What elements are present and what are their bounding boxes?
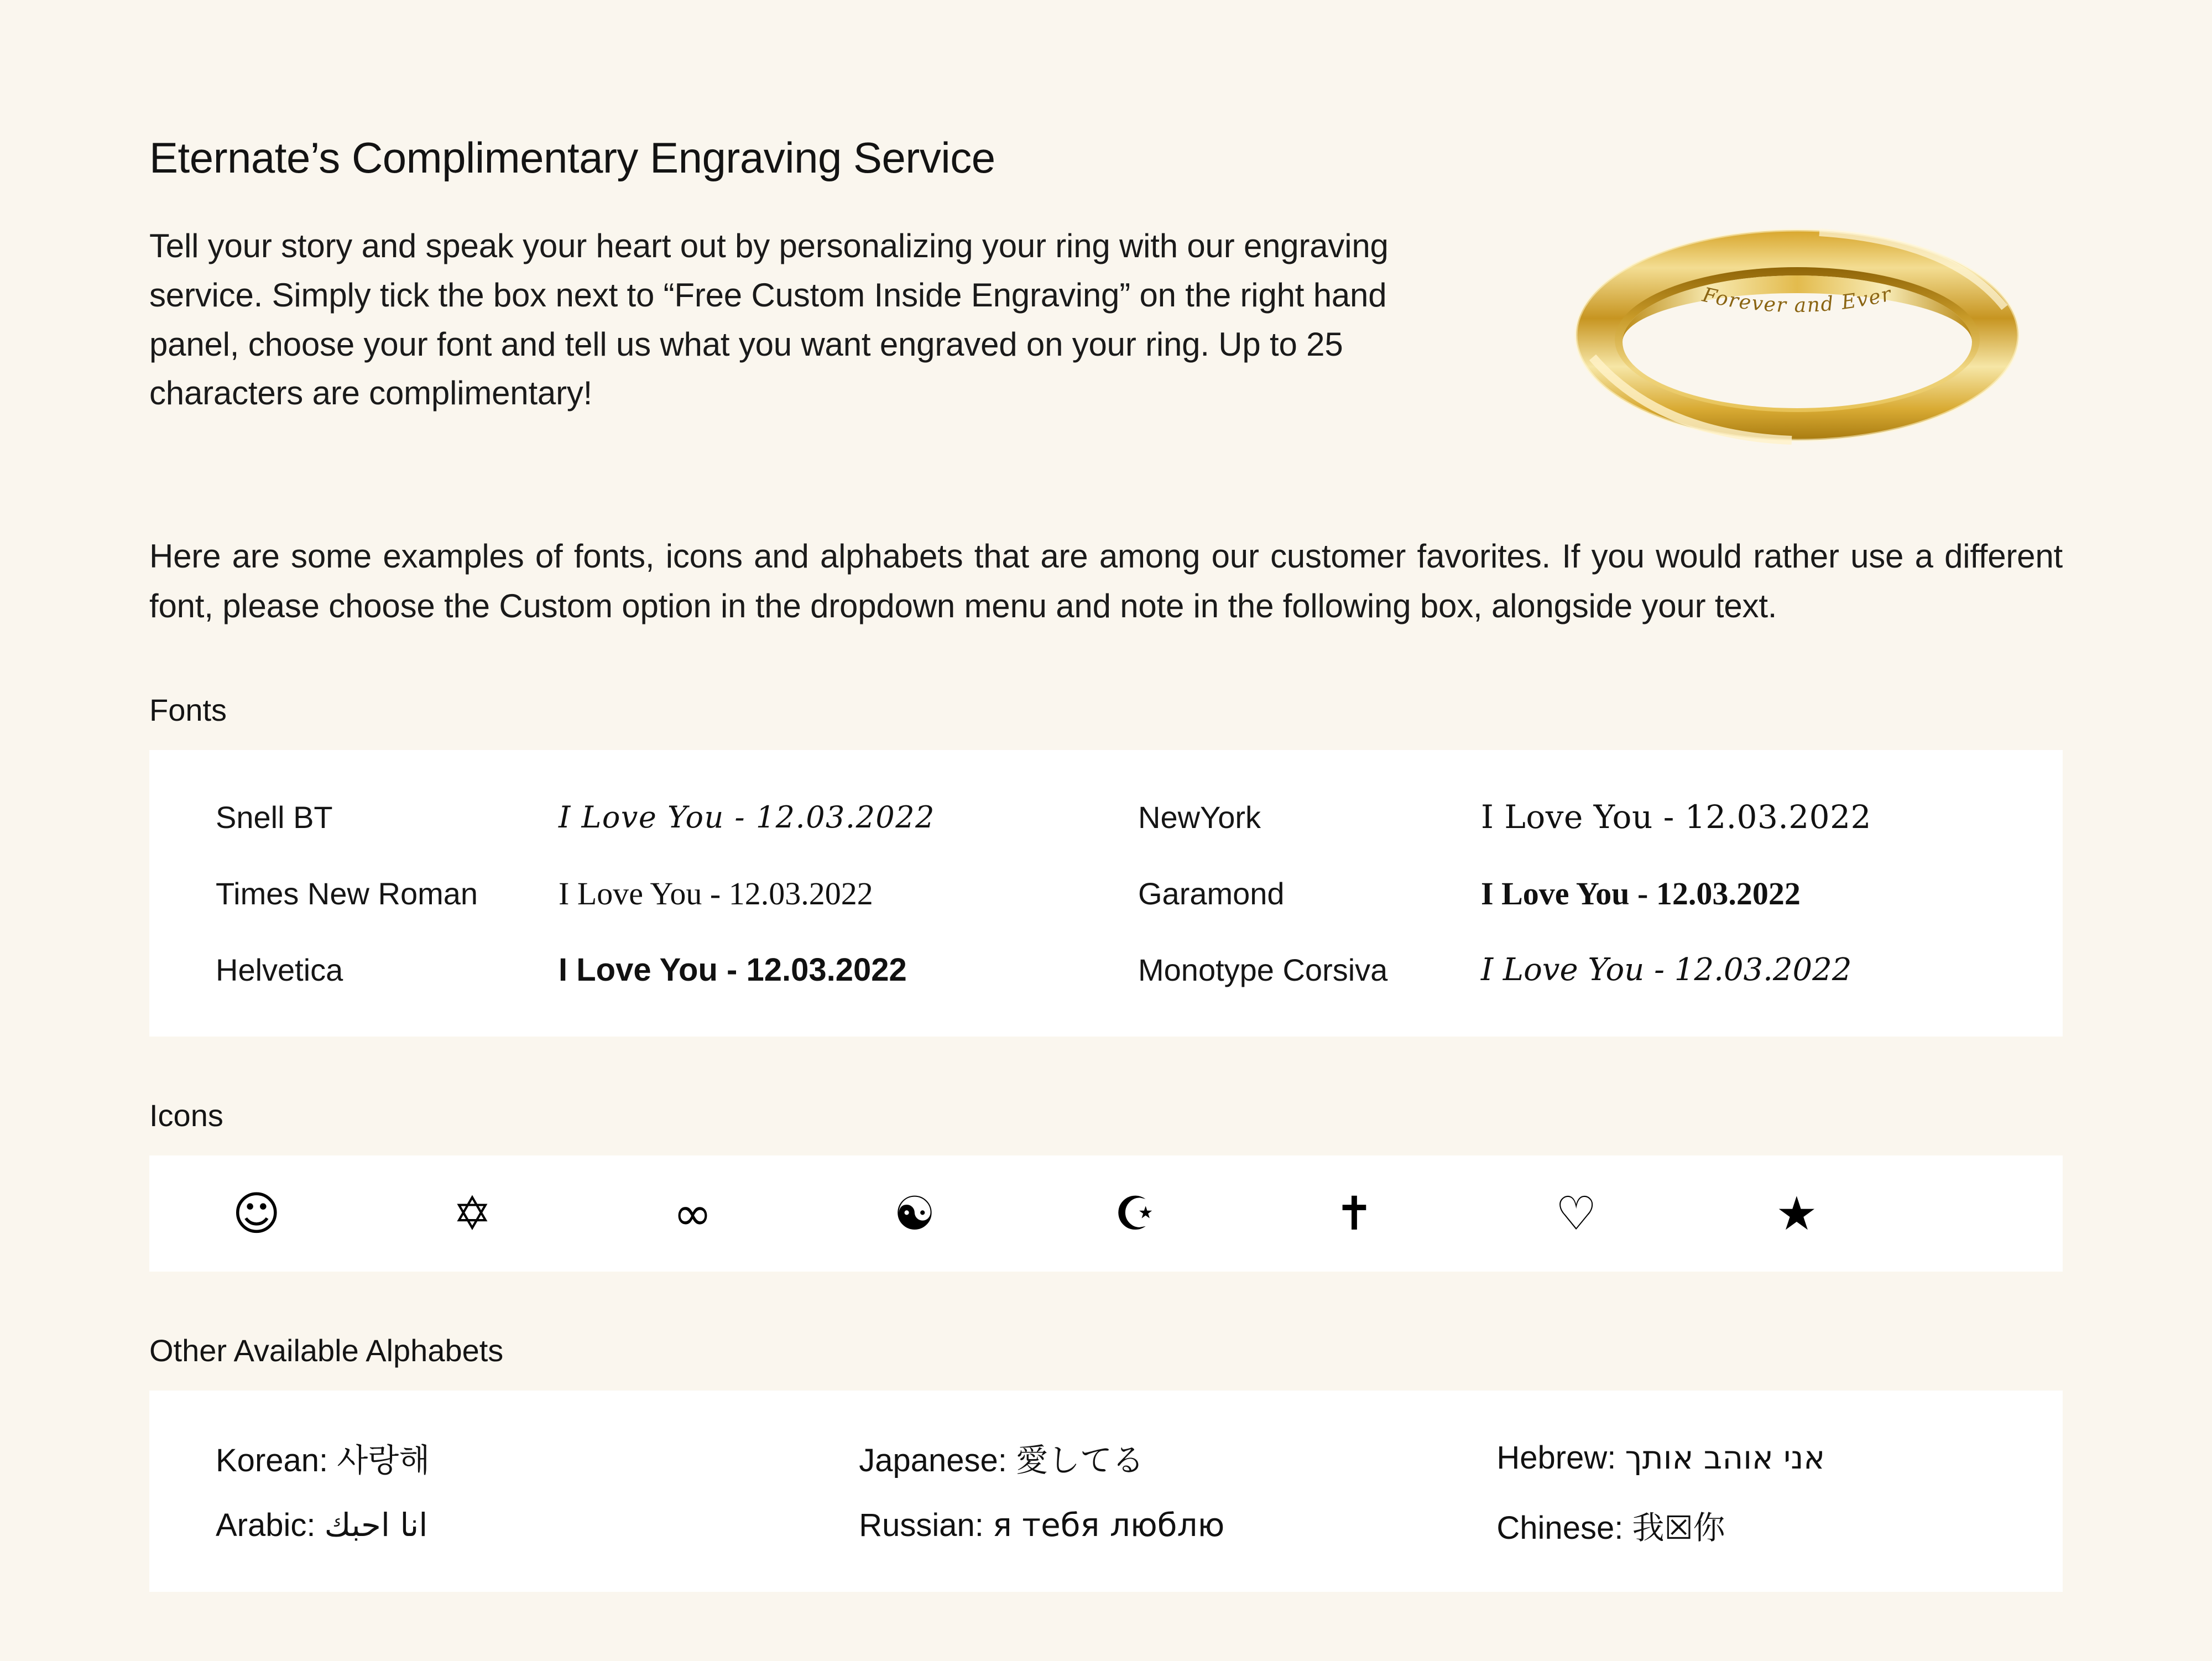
font-name: Garamond [1138,876,1285,911]
fonts-panel [149,750,2063,1037]
font-sample: I Love You - 12.03.2022 [559,951,907,988]
alphabet-chinese [1425,1502,2062,1548]
font-name: Helvetica [216,952,343,987]
alphabet-japanese [787,1434,1425,1481]
alphabet-value: انا احبك [324,1506,428,1544]
alphabet-value: 我☒你 [1632,1509,1725,1547]
font-sample: I Love You - 12.03.2022 [1481,875,1801,912]
alphabet-arabic [149,1506,787,1544]
icons-section-label: Icons [149,1098,223,1133]
alphabet-label: Korean: [216,1443,328,1478]
font-option-helvetica[interactable] [149,951,1106,988]
font-option-newyork[interactable] [1106,798,2063,836]
alphabet-korean [149,1434,787,1481]
heart-outline-icon[interactable]: ♡ [1555,1186,1597,1241]
font-option-times-new-roman[interactable] [149,875,1106,912]
smiley-face-icon[interactable]: ☺ [232,1186,281,1241]
cross-icon[interactable]: ✝ [1334,1186,1374,1241]
alphabet-label: Arabic: [216,1507,316,1543]
alphabet-row [149,1491,2063,1559]
intro-section [149,222,2063,473]
alphabet-label: Japanese: [859,1443,1007,1478]
alphabet-row [149,1424,2063,1491]
star-of-david-icon[interactable]: ✡ [452,1186,492,1241]
font-name: Snell BT [216,799,333,835]
font-row [149,779,2063,855]
page-title: Eternate’s Complimentary Engraving Service [149,133,995,182]
alphabet-value: 사랑해 [337,1441,430,1479]
font-name: NewYork [1138,799,1261,835]
alphabets-panel [149,1391,2063,1592]
font-option-garamond[interactable] [1106,875,2063,912]
fonts-section-label: Fonts [149,692,227,727]
font-option-snell-bt[interactable] [149,799,1106,835]
font-sample: I Love You - 12.03.2022 [1481,951,1852,988]
font-option-monotype-corsiva[interactable] [1106,952,2063,988]
alphabet-value: אני אוהב אותך [1625,1439,1825,1476]
alphabet-value: 愛してる [1015,1441,1144,1479]
secondary-paragraph: Here are some examples of fonts, icons and alphabets that are among our customer favorites. If you would rather use a different font, please choose the Custom option in the dropdown menu and note in the following box, alongside your text. [149,538,2063,624]
alphabet-label: Chinese: [1496,1510,1624,1546]
alphabet-value: я тебя люблю [992,1506,1225,1544]
font-sample: I Love You - 12.03.2022 [559,799,935,835]
alphabet-hebrew [1425,1439,2062,1476]
font-row [149,931,2063,1008]
star-filled-icon[interactable]: ★ [1776,1186,1818,1241]
font-sample: I Love You - 12.03.2022 [559,875,873,912]
icons-panel [149,1155,2063,1272]
font-name: Monotype Corsiva [1138,952,1388,987]
alphabet-label: Russian: [859,1507,984,1543]
alphabet-label: Hebrew: [1496,1440,1616,1476]
alphabets-section-label: Other Available Alphabets [149,1333,504,1368]
font-sample: I Love You - 12.03.2022 [1481,798,1871,836]
engraved-ring-image [1532,197,2063,473]
ring-engraved-text: Forever and Ever [1700,282,1895,317]
star-and-crescent-icon[interactable]: ☪ [1114,1186,1156,1241]
font-name: Times New Roman [216,876,478,911]
intro-paragraph: Tell your story and speak your heart out by personalizing your ring with our engraving service. Simply tick the box next to “Free Custom Inside Engraving” on the right hand panel, choose your font and tell us what you want engraved on your ring. Up to 25 characters are complimentary! [149,227,1389,412]
alphabet-russian [787,1506,1425,1544]
yin-yang-icon[interactable]: ☯ [894,1186,936,1241]
gold-ring-illustration [1532,197,2063,473]
font-row [149,855,2063,931]
infinity-icon[interactable]: ∞ [673,1186,712,1241]
